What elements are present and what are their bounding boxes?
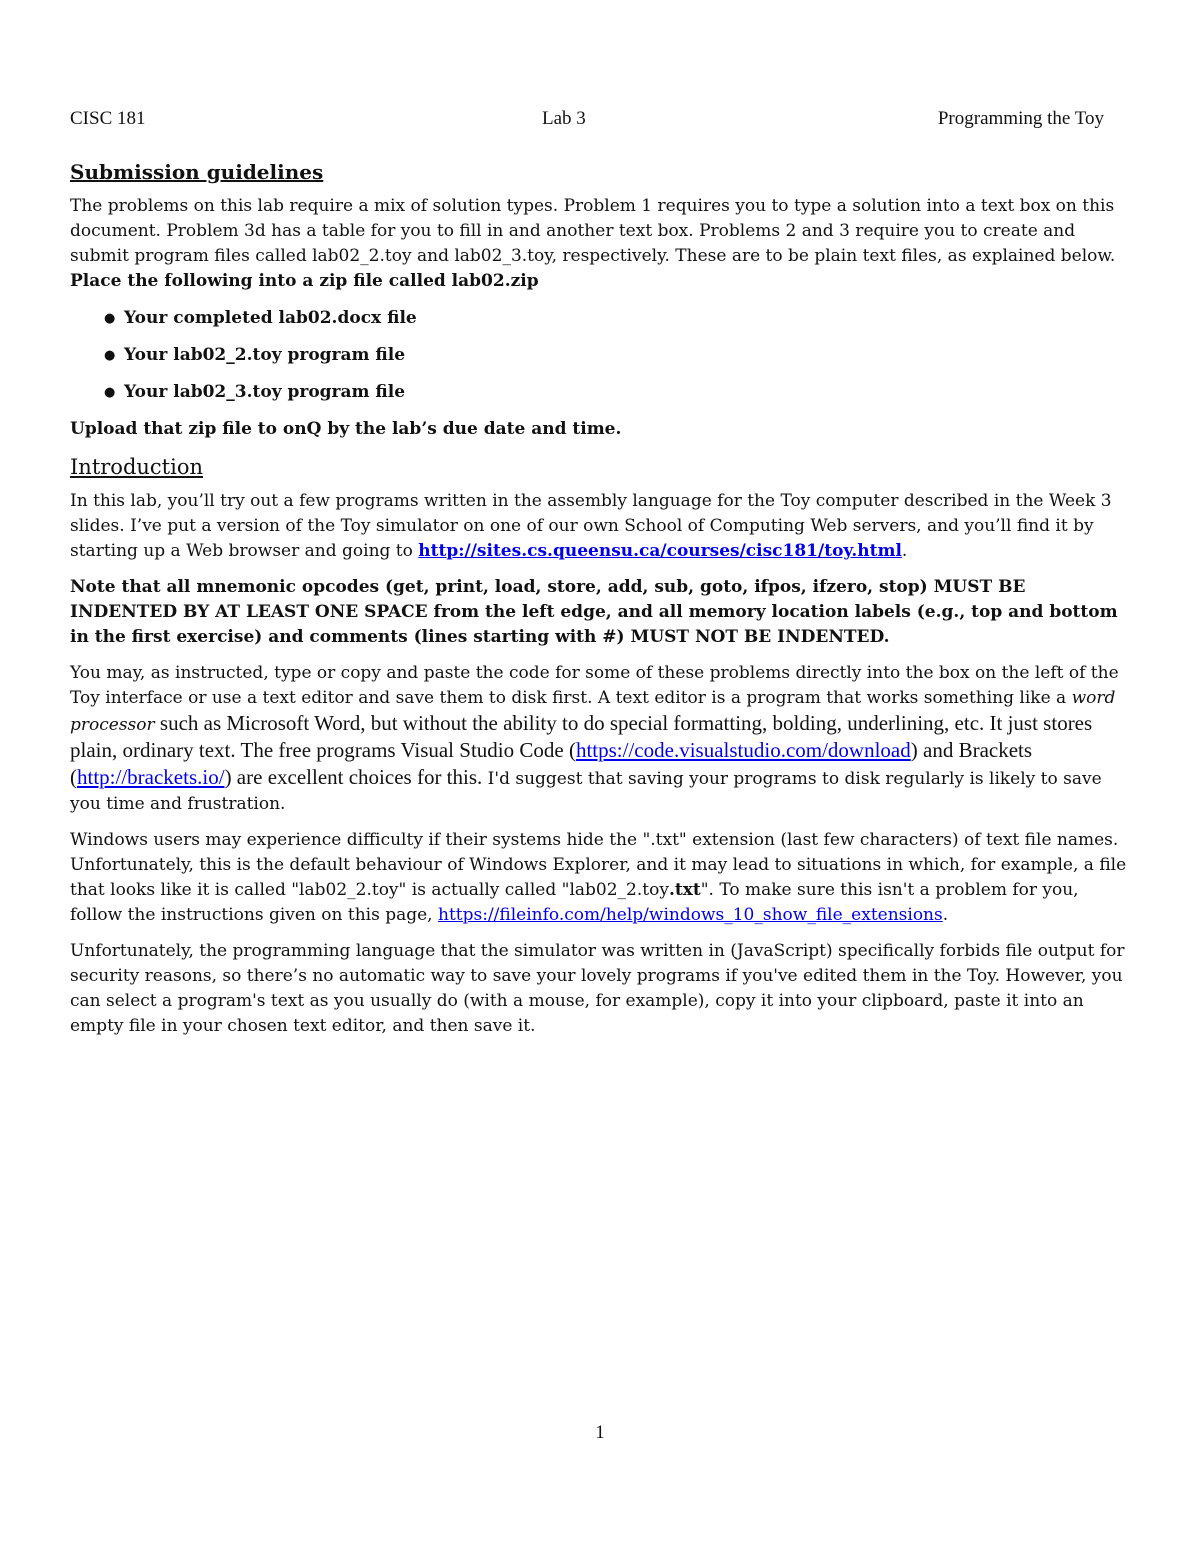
bullet-icon: ● xyxy=(104,348,116,363)
list-item xyxy=(70,380,1130,405)
submission-list xyxy=(70,306,1130,405)
intro-p3-end: . xyxy=(942,905,949,925)
introduction-heading: Introduction xyxy=(70,455,203,479)
intro-p3-b: ". To make sure this isn't a problem for you, follow the instructions given on this page, xyxy=(70,880,1079,925)
intro-p2-d: ) are excellent choices for this. xyxy=(224,765,483,789)
file-extensions-link[interactable]: https://fileinfo.com/help/windows_10_show_file_extensions xyxy=(438,905,943,925)
list-item-label: Your lab02_2.toy program file xyxy=(124,345,406,365)
intro-paragraph-3 xyxy=(70,828,1130,928)
document-body xyxy=(70,158,1130,1050)
intro-p2-e: I'd suggest that saving your programs to disk regularly is likely to save you time and frustration. xyxy=(70,769,1102,814)
intro-p2-a: You may, as instructed, type or copy and paste the code for some of these problems directly into the box on the left of the Toy interface or use a text editor and save them to disk first. A text editor is a program that works something like a xyxy=(70,663,1119,708)
intro-p1-text: In this lab, you’ll try out a few programs written in the assembly language for the Toy computer described in the Week 3 slides. I’ve put a version of the Toy simulator on one of our own School of Computing Web servers, and you’ll find it by starting up a Web browser and going to xyxy=(70,491,1112,561)
vscode-link[interactable]: https://code.visualstudio.com/download xyxy=(575,738,911,762)
brackets-link[interactable]: http://brackets.io/ xyxy=(77,765,225,789)
submission-paragraph: The problems on this lab require a mix of solution types. Problem 1 requires you to type a solution into a text box on this document. Problem 3d has a table for you to fill in and another text box. Problems 2 and 3 require you to create and submit program files called lab02_2.toy and lab02_3.toy, respectively. These are to be plain text files, as explained below. xyxy=(70,196,1116,266)
list-item-label: Your lab02_3.toy program file xyxy=(124,382,406,402)
intro-paragraph-1 xyxy=(70,489,1130,564)
intro-p1-end: . xyxy=(901,541,908,561)
page-header xyxy=(70,108,1104,132)
list-item-label: Your completed lab02.docx file xyxy=(124,308,417,328)
submission-heading: Submission guidelines xyxy=(70,160,324,184)
indentation-note: Note that all mnemonic opcodes (get, print, load, store, add, sub, goto, ifpos, ifzero, stop) MUST BE INDENTED BY AT LEAST ONE SPACE from the left edge, and all memory location labels (e.g., top and bottom in the first exercise) and comments (lines starting with #) MUST NOT BE INDENTED. xyxy=(70,577,1118,647)
header-course: CISC 181 xyxy=(70,108,146,129)
intro-paragraph-4: Unfortunately, the programming language that the simulator was written in (JavaScript) specifically forbids file output for security reasons, so there’s no automatic way to save your lovely programs if you've edited them in the Toy. However, you can select a program's text as you usually do (with a mouse, for example), copy it into your clipboard, paste it into an empty file in your chosen text editor, and then save it. xyxy=(70,941,1125,1036)
intro-paragraph-2 xyxy=(70,661,1130,817)
list-item xyxy=(70,306,1130,331)
list-item xyxy=(70,343,1130,368)
intro-p3-bold: .txt xyxy=(668,880,701,900)
header-topic: Programming the Toy xyxy=(937,108,1104,129)
bullet-icon: ● xyxy=(104,311,116,326)
bullet-icon: ● xyxy=(104,385,116,400)
intro-p2-c: ) and Brackets ( xyxy=(70,738,1033,789)
intro-p2-b: such as Microsoft Word, but without the ability to do special formatting, bolding, underlining, etc. It just stores plain, ordinary text. The free programs Visual Studio Code ( xyxy=(70,711,1093,762)
intro-p2-italic: word processor xyxy=(70,688,1116,735)
header-lab: Lab 3 xyxy=(542,108,586,129)
page-number: 1 xyxy=(595,1422,605,1443)
upload-instruction: Upload that zip file to onQ by the lab’s due date and time. xyxy=(70,419,622,439)
zip-instruction: Place the following into a zip file called lab02.zip xyxy=(70,271,539,291)
intro-p3-a: Windows users may experience difficulty if their systems hide the ".txt" extension (last few characters) of text file names. Unfortunately, this is the default behaviour of Windows Explorer, and it may lead to situations in which, for example, a file that looks like it is called "lab02_2.toy" is actually called "lab02_2.toy xyxy=(70,830,1127,900)
toy-simulator-link[interactable]: http://sites.cs.queensu.ca/courses/cisc181/toy.html xyxy=(418,541,902,561)
